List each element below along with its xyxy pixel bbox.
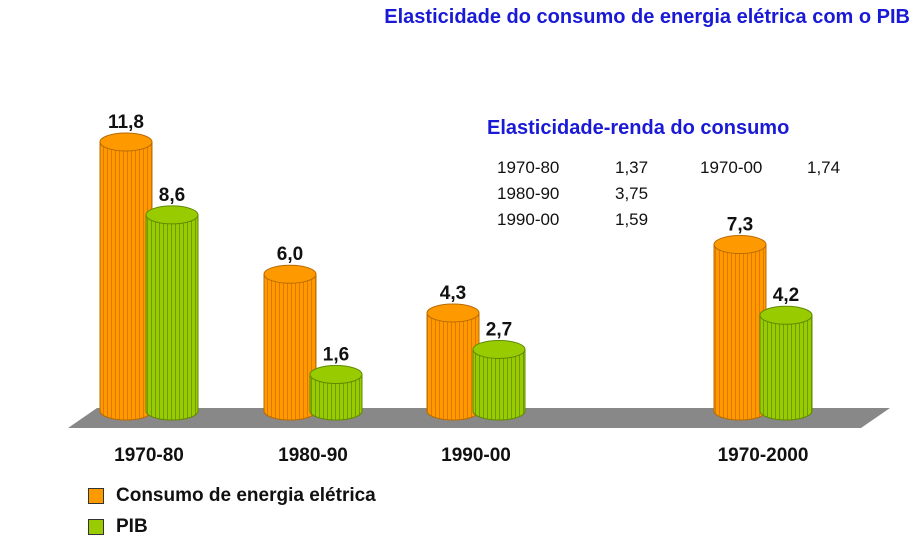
elasticity-heading: Elasticidade-renda do consumo (487, 117, 790, 139)
data-label-pib-1990-00: 2,7 (485, 319, 513, 341)
legend-item-pib (88, 511, 376, 542)
legend-label-pib: PIB (116, 515, 148, 537)
bar-pib-1970-80 (146, 206, 198, 420)
elasticity-period: 1970-80 (497, 158, 560, 177)
data-label-consumo-1970-2000: 7,3 (726, 214, 754, 236)
data-label-consumo-1990-00: 4,3 (439, 282, 467, 304)
data-label-pib-1970-80: 8,6 (158, 184, 186, 206)
bar-pib-1990-00 (473, 340, 525, 420)
bar-pib-1980-90 (310, 366, 362, 420)
legend-label-consumo: Consumo de energia elétrica (116, 484, 376, 506)
bar-consumo-1980-90 (264, 265, 316, 420)
data-label-pib-1980-90: 1,6 (322, 344, 350, 366)
x-tick-label: 1970-2000 (717, 445, 809, 466)
elasticity-value: 1,59 (615, 210, 649, 229)
data-label-consumo-1980-90: 6,0 (276, 244, 304, 266)
elasticity-value-total: 1,74 (807, 158, 841, 177)
elasticity-period-total: 1970-00 (700, 158, 763, 177)
x-tick-label: 1970-80 (114, 445, 184, 466)
bar-pib-1970-2000 (760, 306, 812, 420)
bar-consumo-1970-2000 (714, 236, 766, 420)
elasticity-period: 1990-00 (497, 210, 560, 229)
elasticity-value: 3,75 (615, 184, 649, 203)
data-label-consumo-1970-80: 11,8 (108, 111, 144, 133)
bar-consumo-1970-80 (100, 133, 152, 420)
elasticity-value: 1,37 (615, 158, 649, 177)
legend-swatch-consumo (88, 488, 104, 504)
chart-title: Elasticidade do consumo de energia elétrica com o PIB (384, 6, 910, 28)
legend (88, 480, 376, 542)
bar-consumo-1990-00 (427, 304, 479, 420)
x-tick-label: 1980-90 (278, 445, 348, 466)
data-label-pib-1970-2000: 4,2 (772, 285, 800, 307)
legend-swatch-pib (88, 519, 104, 535)
x-tick-label: 1990-00 (441, 445, 511, 466)
elasticity-period: 1980-90 (497, 184, 560, 203)
legend-item-consumo (88, 480, 376, 511)
